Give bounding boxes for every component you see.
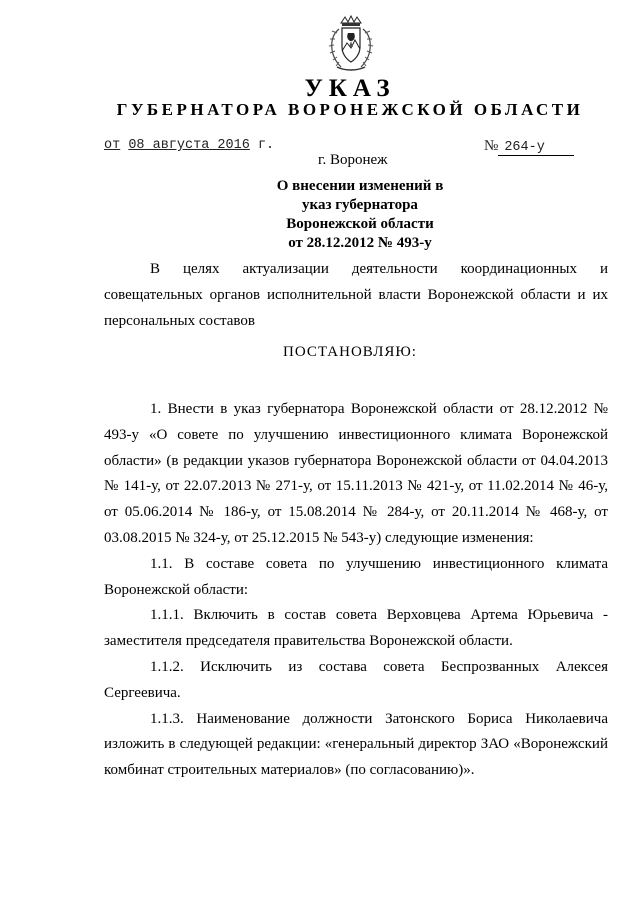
decree-word: ПОСТАНОВЛЯЮ:	[283, 344, 417, 360]
date-prefix: от	[104, 138, 121, 153]
number-sign: №	[484, 138, 499, 154]
item-paragraph: 1.1. В составе совета по улучшению инвестиционного климата Воронежской области:	[104, 555, 608, 598]
city-line: г. Воронеж	[318, 152, 388, 168]
preamble-block	[104, 257, 608, 334]
document-type-title: УКАЗ	[304, 75, 396, 102]
subject-heading	[220, 177, 500, 253]
subject-line: Воронежской области	[286, 216, 434, 232]
item-paragraph: 1.1.1. Включить в состав совета Верховцева Артема Юрьевича - заместителя председателя правительства Воронежской области.	[104, 607, 608, 650]
issuer-title: ГУБЕРНАТОРА ВОРОНЕЖСКОЙ ОБЛАСТИ	[116, 100, 584, 119]
date-line	[104, 138, 274, 153]
document-number-line	[484, 138, 574, 156]
date-value: 08 августа 2016	[128, 138, 250, 153]
item-paragraph: 1.1.2. Исключить из состава совета Беспрозванных Алексея Сергеевича.	[104, 658, 608, 701]
coat-of-arms-emblem	[325, 15, 377, 73]
subject-line: О внесении изменений в	[276, 178, 444, 194]
item-paragraph: 1.1.3. Наименование должности Затонского Бориса Николаевича изложить в следующей редакции: «генеральный директор ЗАО «Воронежский комбинат строительных материалов» (по согласованию)».	[104, 710, 608, 779]
item-paragraph: 1. Внести в указ губернатора Воронежской области от 28.12.2012 № 493-у «О совете по улучшению инвестиционного климата Воронежской области» (в редакции указов губернатора Воронежской области от 04.04.2013 № 141-у, от 22.07.2013 № 271-у, от 15.11.2013 № 421-у, от 11.02.2014 № 46-у, от 05.06.2014 № 186-у, от 15.08.2014 № 284-у, от 20.11.2014 № 468-у, от 03.08.2015 № 324-у, от 25.12.2015 № 543-у) следующие изменения:	[104, 401, 608, 546]
subject-line: указ губернатора	[302, 197, 418, 213]
document-number: 264-у	[498, 140, 574, 156]
date-suffix: г.	[257, 138, 275, 153]
subject-line: от 28.12.2012 № 493-у	[288, 235, 432, 251]
decree-items	[104, 397, 608, 784]
preamble-paragraph: В целях актуализации деятельности координационных и совещательных органов исполнительной власти Воронежской области и их персональных составов	[104, 261, 608, 329]
